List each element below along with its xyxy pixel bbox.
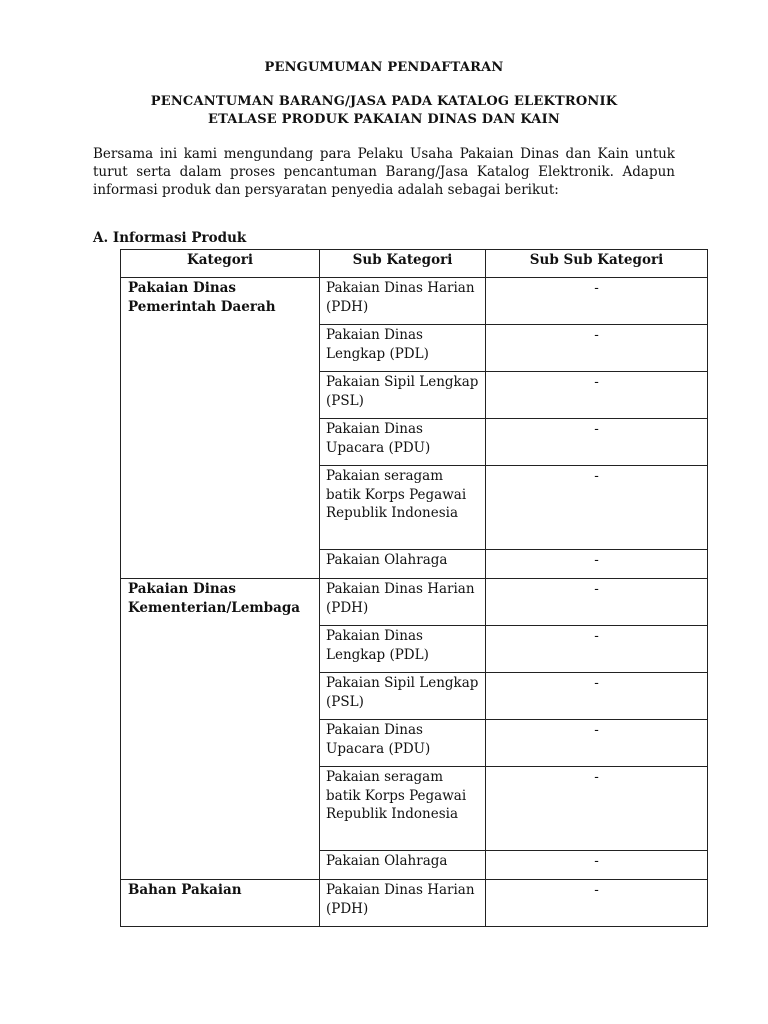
sub-kategori-cell: Pakaian Dinas Harian (PDH)	[320, 278, 486, 325]
table-row	[121, 579, 708, 626]
sub-sub-kategori-cell: -	[486, 579, 708, 626]
sub-sub-kategori-cell: -	[486, 767, 708, 851]
sub-sub-kategori-cell: -	[486, 372, 708, 419]
sub-kategori-cell: Pakaian seragam batik Korps Pegawai Republik Indonesia	[320, 767, 486, 851]
product-info-table	[120, 249, 708, 927]
sub-sub-kategori-cell: -	[486, 851, 708, 880]
sub-sub-kategori-cell: -	[486, 278, 708, 325]
sub-kategori-cell: Pakaian seragam batik Korps Pegawai Republik Indonesia	[320, 466, 486, 550]
sub-kategori-cell: Pakaian Dinas Lengkap (PDL)	[320, 325, 486, 372]
sub-kategori-cell: Pakaian Sipil Lengkap (PSL)	[320, 372, 486, 419]
intro-paragraph: Bersama ini kami mengundang para Pelaku Usaha Pakaian Dinas dan Kain untuk turut serta dalam proses pencantuman Barang/Jasa Katalog Elektronik. Adapun informasi produk dan persyaratan penyedia adalah sebagai berikut:	[93, 146, 675, 198]
section-a-heading: A. Informasi Produk	[93, 230, 247, 246]
sub-sub-kategori-cell: -	[486, 550, 708, 579]
kategori-cell: Bahan Pakaian	[121, 880, 320, 927]
kategori-cell: Pakaian Dinas Kementerian/Lembaga	[121, 579, 320, 880]
document-title: PENGUMUMAN PENDAFTARAN	[264, 60, 504, 75]
table-row	[121, 880, 708, 927]
sub-sub-kategori-cell: -	[486, 419, 708, 466]
header-sub-sub-kategori: Sub Sub Kategori	[486, 250, 708, 278]
sub-kategori-cell: Pakaian Olahraga	[320, 550, 486, 579]
sub-kategori-cell: Pakaian Dinas Upacara (PDU)	[320, 720, 486, 767]
sub-sub-kategori-cell: -	[486, 466, 708, 550]
table-row	[121, 278, 708, 325]
sub-sub-kategori-cell: -	[486, 325, 708, 372]
header-kategori: Kategori	[121, 250, 320, 278]
table-header-row	[121, 250, 708, 278]
sub-sub-kategori-cell: -	[486, 880, 708, 927]
sub-kategori-cell: Pakaian Olahraga	[320, 851, 486, 880]
kategori-cell: Pakaian Dinas Pemerintah Daerah	[121, 278, 320, 579]
sub-sub-kategori-cell: -	[486, 626, 708, 673]
header-sub-kategori: Sub Kategori	[320, 250, 486, 278]
sub-kategori-cell: Pakaian Sipil Lengkap (PSL)	[320, 673, 486, 720]
sub-kategori-cell: Pakaian Dinas Harian (PDH)	[320, 579, 486, 626]
document-subtitle-line1: PENCANTUMAN BARANG/JASA PADA KATALOG ELEKTRONIK	[150, 94, 618, 109]
sub-kategori-cell: Pakaian Dinas Upacara (PDU)	[320, 419, 486, 466]
sub-sub-kategori-cell: -	[486, 673, 708, 720]
sub-kategori-cell: Pakaian Dinas Lengkap (PDL)	[320, 626, 486, 673]
sub-sub-kategori-cell: -	[486, 720, 708, 767]
sub-kategori-cell: Pakaian Dinas Harian (PDH)	[320, 880, 486, 927]
document-subtitle-line2: ETALASE PRODUK PAKAIAN DINAS DAN KAIN	[208, 112, 560, 127]
